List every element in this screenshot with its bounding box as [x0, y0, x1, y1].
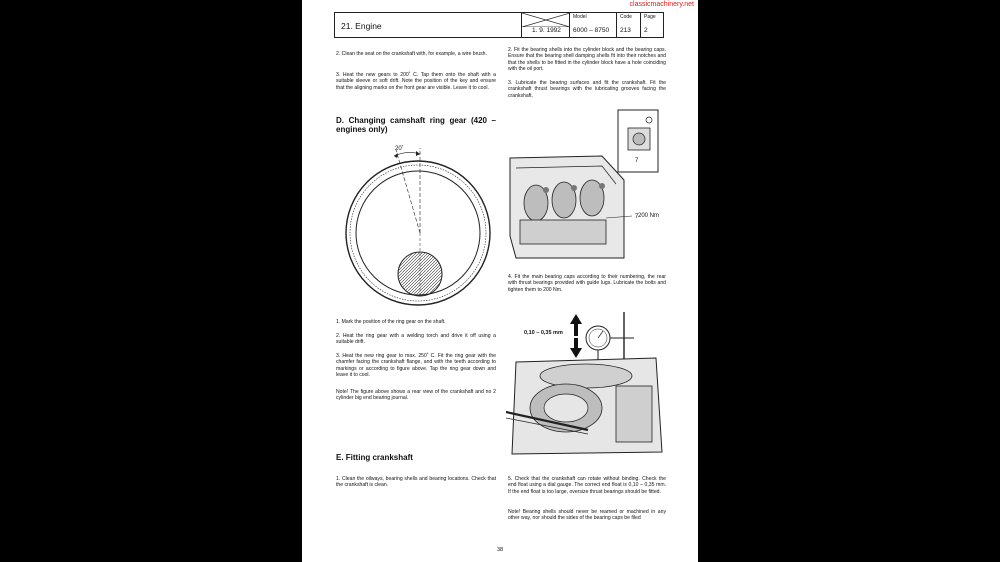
step-mark-ring-gear: 1. Mark the position of the ring gear on the shaft.	[336, 319, 446, 325]
step-clean-seat: 2. Clean the seat on the crankshaft with, for example, a wire brush.	[336, 51, 487, 57]
page-number: 38	[496, 547, 504, 553]
inset-mark-7-bottom: 7	[635, 158, 639, 164]
date-cell	[521, 13, 569, 37]
model-cell	[569, 13, 616, 37]
step-clean-oilways: 1. Clean the oilways, bearing shells and bearing locations. Check that the crankshaft is clean.	[336, 476, 496, 489]
torque-label: 200 Nm	[638, 213, 660, 219]
step-fit-new-ring-gear: 3. Heat the new ring gear to max. 250˚ C. Fit the ring gear with the chamfer facing the crankshaft flange, and with the teeth according to markings or according to figure above. Tap the ring gear down and leave it to cool.	[336, 353, 496, 378]
code-cell	[616, 13, 640, 37]
page-label: Page	[644, 14, 656, 20]
revision-date: 1. 9. 1992	[532, 27, 561, 34]
watermark: classicmachinery.net	[629, 1, 694, 8]
code-value: 213	[620, 27, 631, 34]
date-cell-cross	[522, 13, 570, 27]
model-label: Model	[573, 14, 587, 20]
note-rear-view: Note! The figure above shows a rear view of the crankshaft and no 2 cylinder big end bearing journal.	[336, 389, 496, 402]
ring-gear-figure	[336, 138, 506, 318]
end-float-label: 0,10 – 0,35 mm	[524, 330, 563, 336]
page-title: 21. Engine	[341, 21, 382, 31]
page-value: 2	[644, 27, 648, 34]
section-e-heading: E. Fitting crankshaft	[336, 453, 413, 462]
code-label: Code	[620, 14, 632, 20]
manual-page	[302, 0, 698, 562]
step-heat-gears: 3. Heat the new gears to 200˚ C. Tap them onto the shaft with a suitable sleeve or soft drift. Note the position of the key and ensure that the aligning marks on the front gear are visible. Leave it to cool.	[336, 72, 496, 91]
step-check-end-float: 5. Check that the crankshaft can rotate without binding. Check the end float using a dial gauge. The correct end float is 0,10 – 0,35 mm. If the end float is too large, oversize thrust bearings should be fitted.	[508, 476, 666, 495]
note-bearing-shells: Note! Bearing shells should never be reamed or machined in any other way, nor should the sides of the bearing caps be filed	[508, 509, 666, 522]
step-fit-main-bearing-caps: 4. Fit the main bearing caps according to their numbering, the rear with thrust bearings provided with guide lugs. Lubricate the bolts and tighten them to 200 Nm.	[508, 274, 666, 293]
step-lubricate-fit-crankshaft: 3. Lubricate the bearing surfaces and fit the crankshaft. Fit the crankshaft thrust bearings with the lubricating grooves facing the crankshaft.	[508, 80, 666, 99]
step-fit-bearing-shells: 2. Fit the bearing shells into the cylinder block and the bearing caps. Ensure that the bearing shell damping shells fit into their notches and that the shells to be fitted in the cylinder block have a hole coinciding with the oil port.	[508, 47, 666, 72]
inset-mark-7-top: 7	[635, 214, 639, 220]
step-heat-ring-gear: 2. Heat the ring gear with a welding torch and drive it off using a suitable drift.	[336, 333, 496, 346]
angle-label: 20˚	[395, 146, 404, 152]
header-box	[334, 12, 664, 38]
main-bearing-caps-figure	[506, 108, 666, 270]
section-d-heading: D. Changing camshaft ring gear (420 – engines only)	[336, 116, 496, 134]
model-value: 6000 – 8750	[573, 27, 610, 34]
page-cell	[640, 13, 664, 37]
